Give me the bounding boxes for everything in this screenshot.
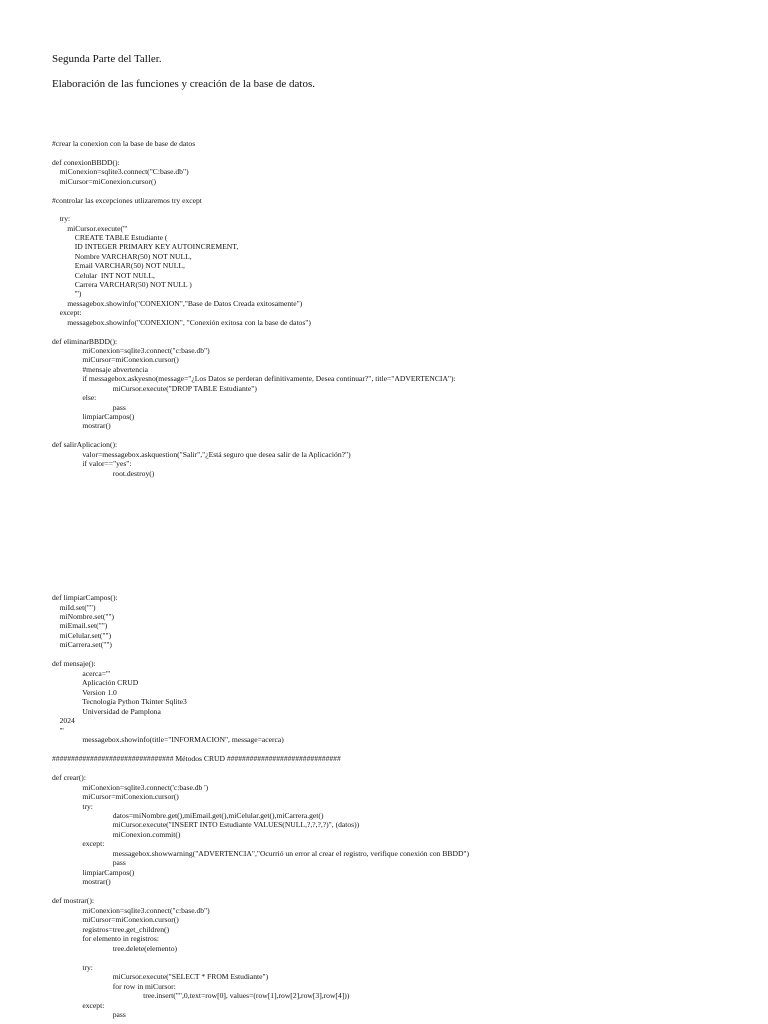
code-line: #mensaje abvertencia — [52, 365, 148, 374]
code-line: miCursor.execute(''' — [52, 224, 128, 233]
code-line: Tecnología Python Tkinter Sqlite3 — [52, 697, 187, 706]
code-line: try: — [52, 963, 93, 972]
code-line: pass — [52, 1010, 126, 1019]
code-line: tree.delete(elemento) — [52, 944, 178, 953]
code-line: limpiarCampos() — [52, 412, 135, 421]
code-line: 2024 — [52, 716, 75, 725]
code-line: messagebox.showinfo("CONEXION", "Conexión exitosa con la base de datos") — [52, 318, 311, 327]
code-line: Nombre VARCHAR(50) NOT NULL, — [52, 252, 192, 261]
code-line: #crear la conexion con la base de base de datos — [52, 139, 196, 148]
code-line: Carrera VARCHAR(50) NOT NULL ) — [52, 280, 192, 289]
code-line: messagebox.showwarning("ADVERTENCIA","Ocurrió un error al crear el registro, verifique conexión con BBDD") — [52, 849, 470, 858]
code-line: miConexion=sqlite3.connect('c:base.db ') — [52, 783, 209, 792]
code-line: def crear(): — [52, 773, 86, 782]
code-line: CREATE TABLE Estudiante ( — [52, 233, 168, 242]
code-line: valor=messagebox.askquestion("Salir","¿Está seguro que desea salir de la Aplicación?") — [52, 450, 351, 459]
code-line: if valor=="yes": — [52, 459, 132, 468]
code-line: pass — [52, 403, 126, 412]
code-line: for elemento in registros: — [52, 934, 159, 943]
code-line: miCursor=miConexion.cursor() — [52, 792, 179, 801]
code-line: def salirAplicacion(): — [52, 440, 118, 449]
code-line: Celular INT NOT NULL, — [52, 271, 155, 280]
code-line: else: — [52, 393, 97, 402]
code-line: miNombre.set("") — [52, 612, 115, 621]
code-line: miId.set("") — [52, 603, 96, 612]
code-line: def conexionBBDD(): — [52, 158, 120, 167]
code-line: ################################ Métodos CRUD ############################## — [52, 754, 341, 763]
code-line: miCelular.set("") — [52, 631, 112, 640]
code-line: limpiarCampos() — [52, 868, 135, 877]
code-line: messagebox.showinfo("CONEXION","Base de Datos Creada exitosamente") — [52, 299, 303, 308]
code-line: Version 1.0 — [52, 688, 117, 697]
code-line: miCursor=miConexion.cursor() — [52, 355, 179, 364]
code-line: miCarrera.set("") — [52, 640, 112, 649]
code-line: mostrar() — [52, 421, 111, 430]
page-subtitle: Elaboración de las funciones y creación de la base de datos. — [52, 78, 315, 90]
code-line: def limpiarCampos(): — [52, 593, 118, 602]
code-line: except: — [52, 308, 82, 317]
code-line: miCursor.execute("INSERT INTO Estudiante VALUES(NULL,?,?,?,?)", (datos)) — [52, 820, 360, 829]
code-line: acerca=''' — [52, 669, 111, 678]
code-line: try: — [52, 214, 71, 223]
code-line: def mostrar(): — [52, 896, 94, 905]
code-line: #controlar las excepciones utlizaremos try except — [52, 196, 202, 205]
code-line: miConexion=sqlite3.connect("c:base.db") — [52, 906, 210, 915]
code-line: miConexion.commit() — [52, 830, 181, 839]
code-line: except: — [52, 839, 105, 848]
code-line: except: — [52, 1001, 105, 1010]
code-line: tree.insert("",0,text=row[0], values=(row[1],row[2],row[3],row[4])) — [52, 991, 350, 1000]
code-line: root.destroy() — [52, 469, 155, 478]
code-line: miCursor.execute("DROP TABLE Estudiante") — [52, 384, 257, 393]
code-line: ''' — [52, 726, 64, 735]
code-line: try: — [52, 802, 93, 811]
code-line: miEmail.set("") — [52, 621, 108, 630]
page-title: Segunda Parte del Taller. — [52, 53, 162, 65]
code-line: def mensaje(): — [52, 659, 96, 668]
code-line: if messagebox.askyesno(message="¿Los Datos se perderan definitivamente, Desea continuar?", title="ADVERTENCIA"): — [52, 374, 456, 383]
code-line: miConexion=sqlite3.connect("C:base.db") — [52, 167, 189, 176]
code-line: Universidad de Pamplona — [52, 707, 161, 716]
code-line: mostrar() — [52, 877, 111, 886]
code-line: messagebox.showinfo(title="INFORMACION", message=acerca) — [52, 735, 284, 744]
code-line: miCursor.execute("SELECT * FROM Estudiante") — [52, 972, 269, 981]
code-line: for row in miCursor: — [52, 982, 176, 991]
code-line: miCursor=miConexion.cursor() — [52, 915, 179, 924]
code-line: Aplicación CRUD — [52, 678, 139, 687]
code-line: ID INTEGER PRIMARY KEY AUTOINCREMENT, — [52, 242, 239, 251]
code-line: registros=tree.get_children() — [52, 925, 170, 934]
code-line: Email VARCHAR(50) NOT NULL, — [52, 261, 185, 270]
code-line: miConexion=sqlite3.connect("c:base.db") — [52, 346, 210, 355]
code-line: pass — [52, 858, 126, 867]
code-line: def eliminarBBDD(): — [52, 337, 118, 346]
code-line: datos=miNombre.get(),miEmail.get(),miCelular.get(),miCarrera.get() — [52, 811, 324, 820]
code-line: ''') — [52, 289, 82, 298]
code-line: miCursor=miConexion.cursor() — [52, 177, 157, 186]
